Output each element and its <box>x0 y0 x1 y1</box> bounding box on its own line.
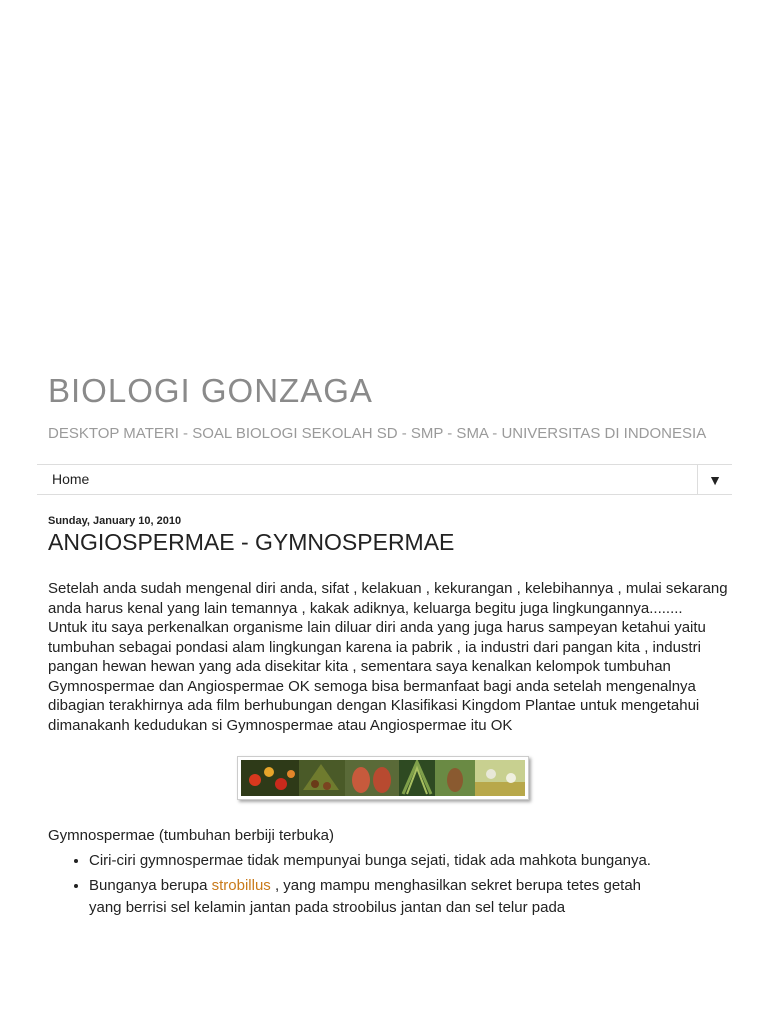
post-paragraph: Untuk itu saya perkenalkan organisme lain diluar diri anda yang juga harus sampeyan ketahui yaitu tumbuhan sebagai pondasi alam lingkungan karena ia pabrik , ia industri dari pangan kita , industri pangan hewan hewan yang ada disekitar kita , sementara saya kenalkan kelompok tumbuhan Gymnospermae dan Angiospermae OK semoga bisa bermanfaat bagi anda setelah mengenalnya dibagian terakhirnya ada film berhubungan dengan Klasifikasi Kingdom Plantae untuk mengetahui dimanakanh kedudukan si Gymnospermae atau Angiospermae itu OK <box>48 619 706 734</box>
post-body <box>48 579 728 922</box>
list-item <box>89 850 728 872</box>
post-title[interactable]: ANGIOSPERMAE - GYMNOSPERMAE <box>48 529 455 555</box>
nav-dropdown-toggle[interactable] <box>697 465 732 494</box>
list-item-text: Ciri-ciri gymnospermae tidak mempunyai bunga sejati, tidak ada mahkota bunganya. <box>89 851 651 869</box>
nav-home-link[interactable]: Home <box>52 471 90 487</box>
bullet-list <box>48 850 728 919</box>
nav-bar <box>37 464 732 495</box>
list-item-text-after: , yang mampu menghasilkan sekret berupa tetes getah yang berrisi sel kelamin jantan pada stroobilus jantan dan sel telur pada <box>89 876 642 916</box>
blog-title[interactable]: BIOLOGI GONZAGA <box>48 372 373 409</box>
blog-description: DESKTOP MATERI - SOAL BIOLOGI SEKOLAH SD - SMP - SMA - UNIVERSITAS DI INDONESIA <box>48 425 707 442</box>
plant-photo-strip-icon <box>241 760 525 796</box>
plant-banner-image[interactable] <box>237 756 529 800</box>
post-date: Sunday, January 10, 2010 <box>48 515 182 527</box>
post-paragraph: Setelah anda sudah mengenal diri anda, sifat , kelakuan , kekurangan , kelebihannya , mulai sekarang anda harus kenal yang lain temannya , kakak adiknya, keluarga begitu juga lingkungannya........ <box>48 580 728 617</box>
list-item <box>89 875 728 919</box>
post-subheading: Gymnospermae (tumbuhan berbiji terbuka) <box>48 827 334 844</box>
triangle-down-icon: ▼ <box>708 471 722 488</box>
strobillus-link[interactable]: strobillus <box>211 876 271 894</box>
list-item-text-before: Bunganya berupa <box>89 876 212 894</box>
plant-banner-wrapper <box>38 756 728 800</box>
